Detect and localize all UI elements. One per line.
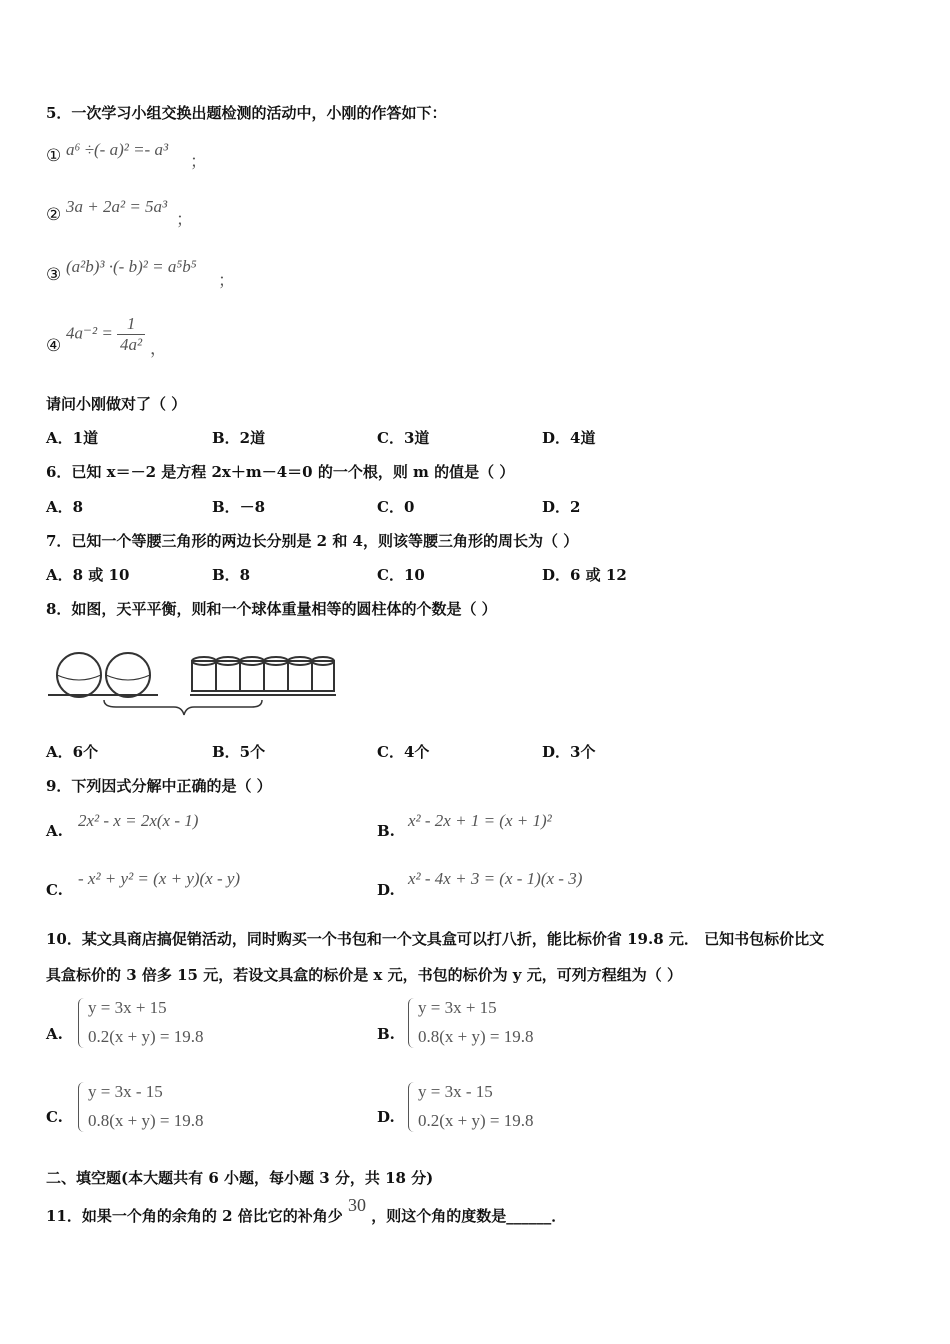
- item-mark: ④: [46, 336, 62, 356]
- q10-stem-line2: 具盒标价的 3 倍多 15 元，若设文具盒的标价是 x 元，书包的标价为 y 元，可列方程组为（ ）: [46, 966, 682, 984]
- q5-expr-1: a⁶ ÷(- a)² =- a³: [66, 140, 169, 159]
- q8-option-d: D．3个: [542, 743, 596, 761]
- section-2-heading: 二、填空题(本大题共有 6 小题，每小题 3 分，共 18 分): [46, 1169, 434, 1187]
- brace: [78, 1082, 85, 1132]
- q7-stem: 7．已知一个等腰三角形的两边长分别是 2 和 4，则该等腰三角形的周长为（ ）: [46, 532, 579, 550]
- q6-option-d: D．2: [542, 498, 581, 516]
- q9-option-b-expr: x² - 2x + 1 = (x + 1)²: [408, 811, 552, 830]
- q6-option-c: C．0: [377, 498, 415, 516]
- q6-option-b: B．－8: [212, 498, 266, 516]
- sphere: [106, 653, 150, 697]
- q5-expr-2: 3a + 2a² = 5a³: [66, 197, 168, 216]
- sphere: [57, 653, 101, 697]
- q7-option-c: C．10: [377, 566, 425, 584]
- q8-option-c: C．4个: [377, 743, 430, 761]
- q9-option-a-expr: 2x² - x = 2x(x - 1): [78, 811, 199, 830]
- q7-option-b: B．8: [212, 566, 251, 584]
- q9-option-d-label: D.: [377, 881, 395, 899]
- q5-question: 请问小刚做对了（ ）: [46, 395, 187, 413]
- q7-option-d: D．6 或 12: [542, 566, 627, 584]
- item-mark: ①: [46, 146, 62, 166]
- q5-option-d: D．4道: [542, 429, 596, 447]
- brace: [78, 998, 85, 1048]
- item-mark: ③: [46, 265, 62, 285]
- q7-option-a: A．8 或 10: [46, 566, 130, 584]
- q5-expr-3: (a²b)³ ·(- b)² = a⁵b⁵: [66, 257, 197, 276]
- q5-option-b: B．2道: [212, 429, 266, 447]
- q8-option-b: B．5个: [212, 743, 266, 761]
- q9-option-c-label: C.: [46, 881, 63, 899]
- q10-option-a-label: A.: [46, 1025, 63, 1043]
- q5-stem: 5．一次学习小组交换出题检测的活动中，小刚的作答如下：: [46, 104, 447, 122]
- q5-option-c: C．3道: [377, 429, 430, 447]
- q10-option-b-label: B.: [377, 1025, 395, 1043]
- brace: [104, 700, 262, 715]
- q10-option-d-label: D.: [377, 1108, 395, 1126]
- q10-stem-line1: 10．某文具商店搞促销活动，同时购买一个书包和一个文具盒可以打八折，能比标价省 19.8 元． 已知书包标价比文: [46, 930, 825, 948]
- q9-option-c-expr: - x² + y² = (x + y)(x - y): [78, 869, 241, 888]
- fraction: $\frac{1}{\text{4a²}}$: [117, 314, 145, 355]
- q6-option-a: A．8: [46, 498, 84, 516]
- q9-option-d-expr: x² - 4x + 3 = (x - 1)(x - 3): [408, 869, 583, 888]
- q10-option-c-label: C.: [46, 1108, 63, 1126]
- brace: [408, 1082, 415, 1132]
- brace: [408, 998, 415, 1048]
- q9-stem: 9．下列因式分解中正确的是（ ）: [46, 777, 272, 795]
- q9-option-b-label: B.: [377, 822, 395, 840]
- q6-stem: 6．已知 x＝－2 是方程 2x＋m－4＝0 的一个根，则 m 的值是（ ）: [46, 463, 515, 481]
- q9-option-a-label: A.: [46, 822, 63, 840]
- item-mark: ②: [46, 205, 62, 225]
- q11-value: 30: [348, 1195, 366, 1215]
- balance-figure: [46, 645, 342, 720]
- q11-stem: 11．如果一个角的余角的 2 倍比它的补角少 30 ，则这个角的度数是______．: [46, 1195, 567, 1225]
- q8-stem: 8．如图，天平平衡，则和一个球体重量相等的圆柱体的个数是（ ）: [46, 600, 497, 618]
- q5-expr-4-left: 4a⁻² =: [66, 323, 113, 343]
- q8-option-a: A．6个: [46, 743, 99, 761]
- q5-option-a: A．1道: [46, 429, 99, 447]
- cylinders: [192, 657, 334, 691]
